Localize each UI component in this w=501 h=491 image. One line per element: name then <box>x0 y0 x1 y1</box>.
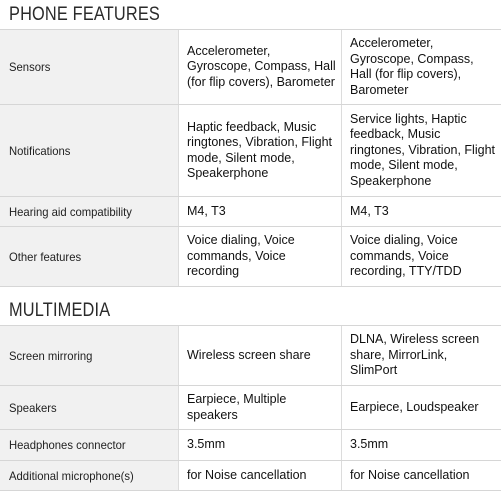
phone-a-value: 3.5mm <box>179 430 342 460</box>
table-row-other-features <box>0 227 501 287</box>
row-label-cell <box>0 430 179 460</box>
row-label-cell <box>0 30 179 104</box>
row-label-cell <box>0 326 179 385</box>
row-label-cell <box>0 461 179 490</box>
table-row-microphone <box>0 461 501 491</box>
row-label-cell <box>0 197 179 226</box>
row-label: Sensors <box>9 60 51 74</box>
phone-a-value: Wireless screen share <box>179 326 342 385</box>
row-label: Notifications <box>9 143 71 158</box>
table-row-hearing-aid <box>0 197 501 227</box>
row-label: Speakers <box>9 400 57 415</box>
phone-features-table <box>0 29 501 287</box>
phone-a-value: Haptic feedback, Music ringtones, Vibration, Flight mode, Silent mode, Speakerphone <box>179 105 342 196</box>
row-label: Hearing aid compatibility <box>9 204 132 219</box>
table-row-headphones <box>0 430 501 461</box>
section-title-multimedia: MULTIMEDIA <box>9 300 111 321</box>
section-title-phone-features: PHONE FEATURES <box>9 4 161 25</box>
phone-a-value: Earpiece, Multiple speakers <box>179 386 342 429</box>
phone-b-value: DLNA, Wireless screen share, MirrorLink, SlimPort <box>350 332 480 378</box>
phone-b-value: for Noise cancellation <box>350 467 470 482</box>
phone-a-value: M4, T3 <box>179 197 342 226</box>
row-label-cell <box>0 227 179 286</box>
phone-b-value: 3.5mm <box>350 437 389 452</box>
phone-b-value: Voice dialing, Voice commands, Voice recording, TTY/TDD <box>350 233 462 279</box>
table-row-speakers <box>0 386 501 430</box>
phone-b-value: Accelerometer, Gyroscope, Compass, Hall (for flip covers), Barometer <box>350 36 474 97</box>
row-label: Screen mirroring <box>9 348 93 363</box>
phone-a-value: Accelerometer, Gyroscope, Compass, Hall (for flip covers), Barometer <box>179 30 342 104</box>
phone-a-value: for Noise cancellation <box>179 461 342 490</box>
table-row-notifications <box>0 105 501 197</box>
table-row-screen-mirroring <box>0 326 501 386</box>
row-label-cell <box>0 105 179 196</box>
row-label: Other features <box>9 249 82 264</box>
row-label: Additional microphone(s) <box>9 468 134 483</box>
row-label-cell <box>0 386 179 429</box>
phone-b-value: Service lights, Haptic feedback, Music ringtones, Vibration, Flight mode, Silent mode, Speakerphone <box>350 111 495 188</box>
row-label: Headphones connector <box>9 438 126 452</box>
multimedia-table <box>0 325 501 491</box>
phone-b-value: M4, T3 <box>350 203 389 218</box>
phone-b-value: Earpiece, Loudspeaker <box>350 399 479 414</box>
table-row-sensors <box>0 30 501 105</box>
phone-a-value: Voice dialing, Voice commands, Voice recording <box>179 227 342 286</box>
